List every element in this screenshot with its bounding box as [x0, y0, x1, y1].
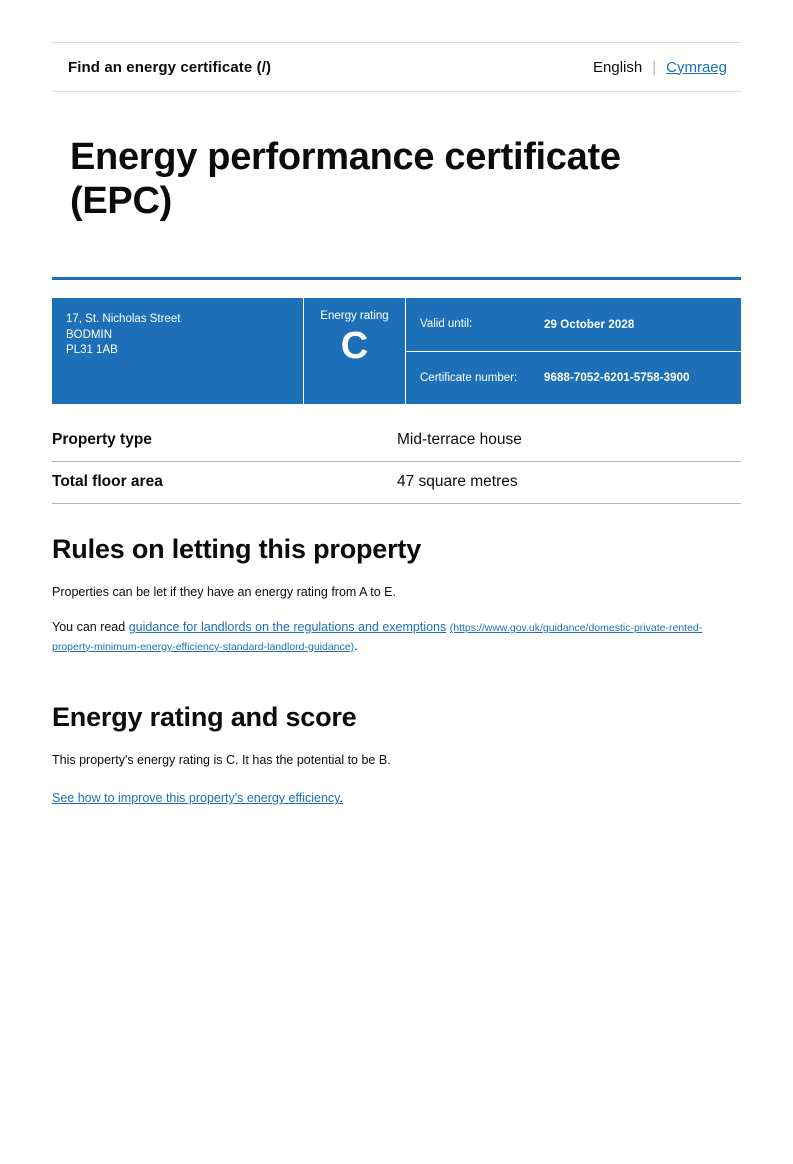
language-switcher: [593, 59, 741, 76]
property-details-table: [52, 420, 741, 504]
section-title-letting-rules: Rules on letting this property: [52, 534, 422, 565]
service-name-text: Find an energy certificate: [68, 58, 253, 76]
letting-rules-paragraph: Properties can be let if they have an energy rating from A to E.: [52, 585, 396, 600]
section-title-energy-rating: Energy rating and score: [52, 701, 357, 732]
certificate-meta: [406, 298, 741, 404]
energy-rating-letter: C: [340, 325, 369, 368]
valid-until-row: [406, 298, 741, 351]
language-separator: |: [652, 58, 657, 76]
language-current: English: [593, 58, 643, 76]
guidance-prefix: You can read: [52, 620, 129, 635]
property-type-label: Property type: [52, 420, 397, 462]
table-row: [52, 420, 741, 462]
landlord-guidance-url: (https://www.gov.uk/guidance/domestic-private-rented-property-minimum-energy-efficiency-standard-landlord-guidance): [52, 622, 703, 653]
certificate-number-row: [406, 351, 741, 405]
certificate-number-value: 9688-7052-6201-5758-3900: [544, 372, 690, 385]
certificate-summary: [52, 298, 741, 404]
energy-rating-block: [304, 298, 406, 404]
service-name-url[interactable]: (/): [256, 58, 272, 76]
address-line-2: BODMIN: [66, 328, 112, 341]
energy-rating-paragraph: This property's energy rating is C. It has the potential to be B.: [52, 752, 391, 767]
total-floor-area-value: 47 square metres: [397, 462, 741, 504]
property-type-value: Mid-terrace house: [397, 420, 741, 462]
landlord-guidance-link[interactable]: guidance for landlords on the regulations and exemptions: [128, 620, 447, 635]
page-container: [0, 42, 793, 1164]
valid-until-value: 29 October 2028: [544, 318, 635, 331]
valid-until-label: Valid until:: [420, 318, 473, 331]
guidance-suffix: .: [354, 638, 358, 653]
page-title: Energy performance certificate (EPC): [70, 136, 621, 222]
energy-rating-label: Energy rating: [320, 310, 389, 323]
language-link-cymraeg[interactable]: Cymraeg: [666, 58, 727, 76]
service-name: [52, 59, 271, 76]
title-divider: [52, 277, 741, 280]
certificate-number-label: Certificate number:: [420, 371, 518, 384]
total-floor-area-label: Total floor area: [52, 462, 397, 504]
improve-efficiency-link[interactable]: [52, 791, 343, 805]
letting-rules-guidance-paragraph: [52, 618, 712, 656]
property-address: [52, 298, 304, 404]
improve-efficiency-link-suffix: .: [339, 791, 343, 806]
address-line-3: PL31 1AB: [66, 344, 118, 357]
address-line-1: 17, St. Nicholas Street: [66, 313, 181, 326]
improve-efficiency-link-text: See how to improve this property's energy efficiency: [52, 791, 340, 806]
table-row: [52, 462, 741, 504]
site-header: [52, 42, 741, 92]
